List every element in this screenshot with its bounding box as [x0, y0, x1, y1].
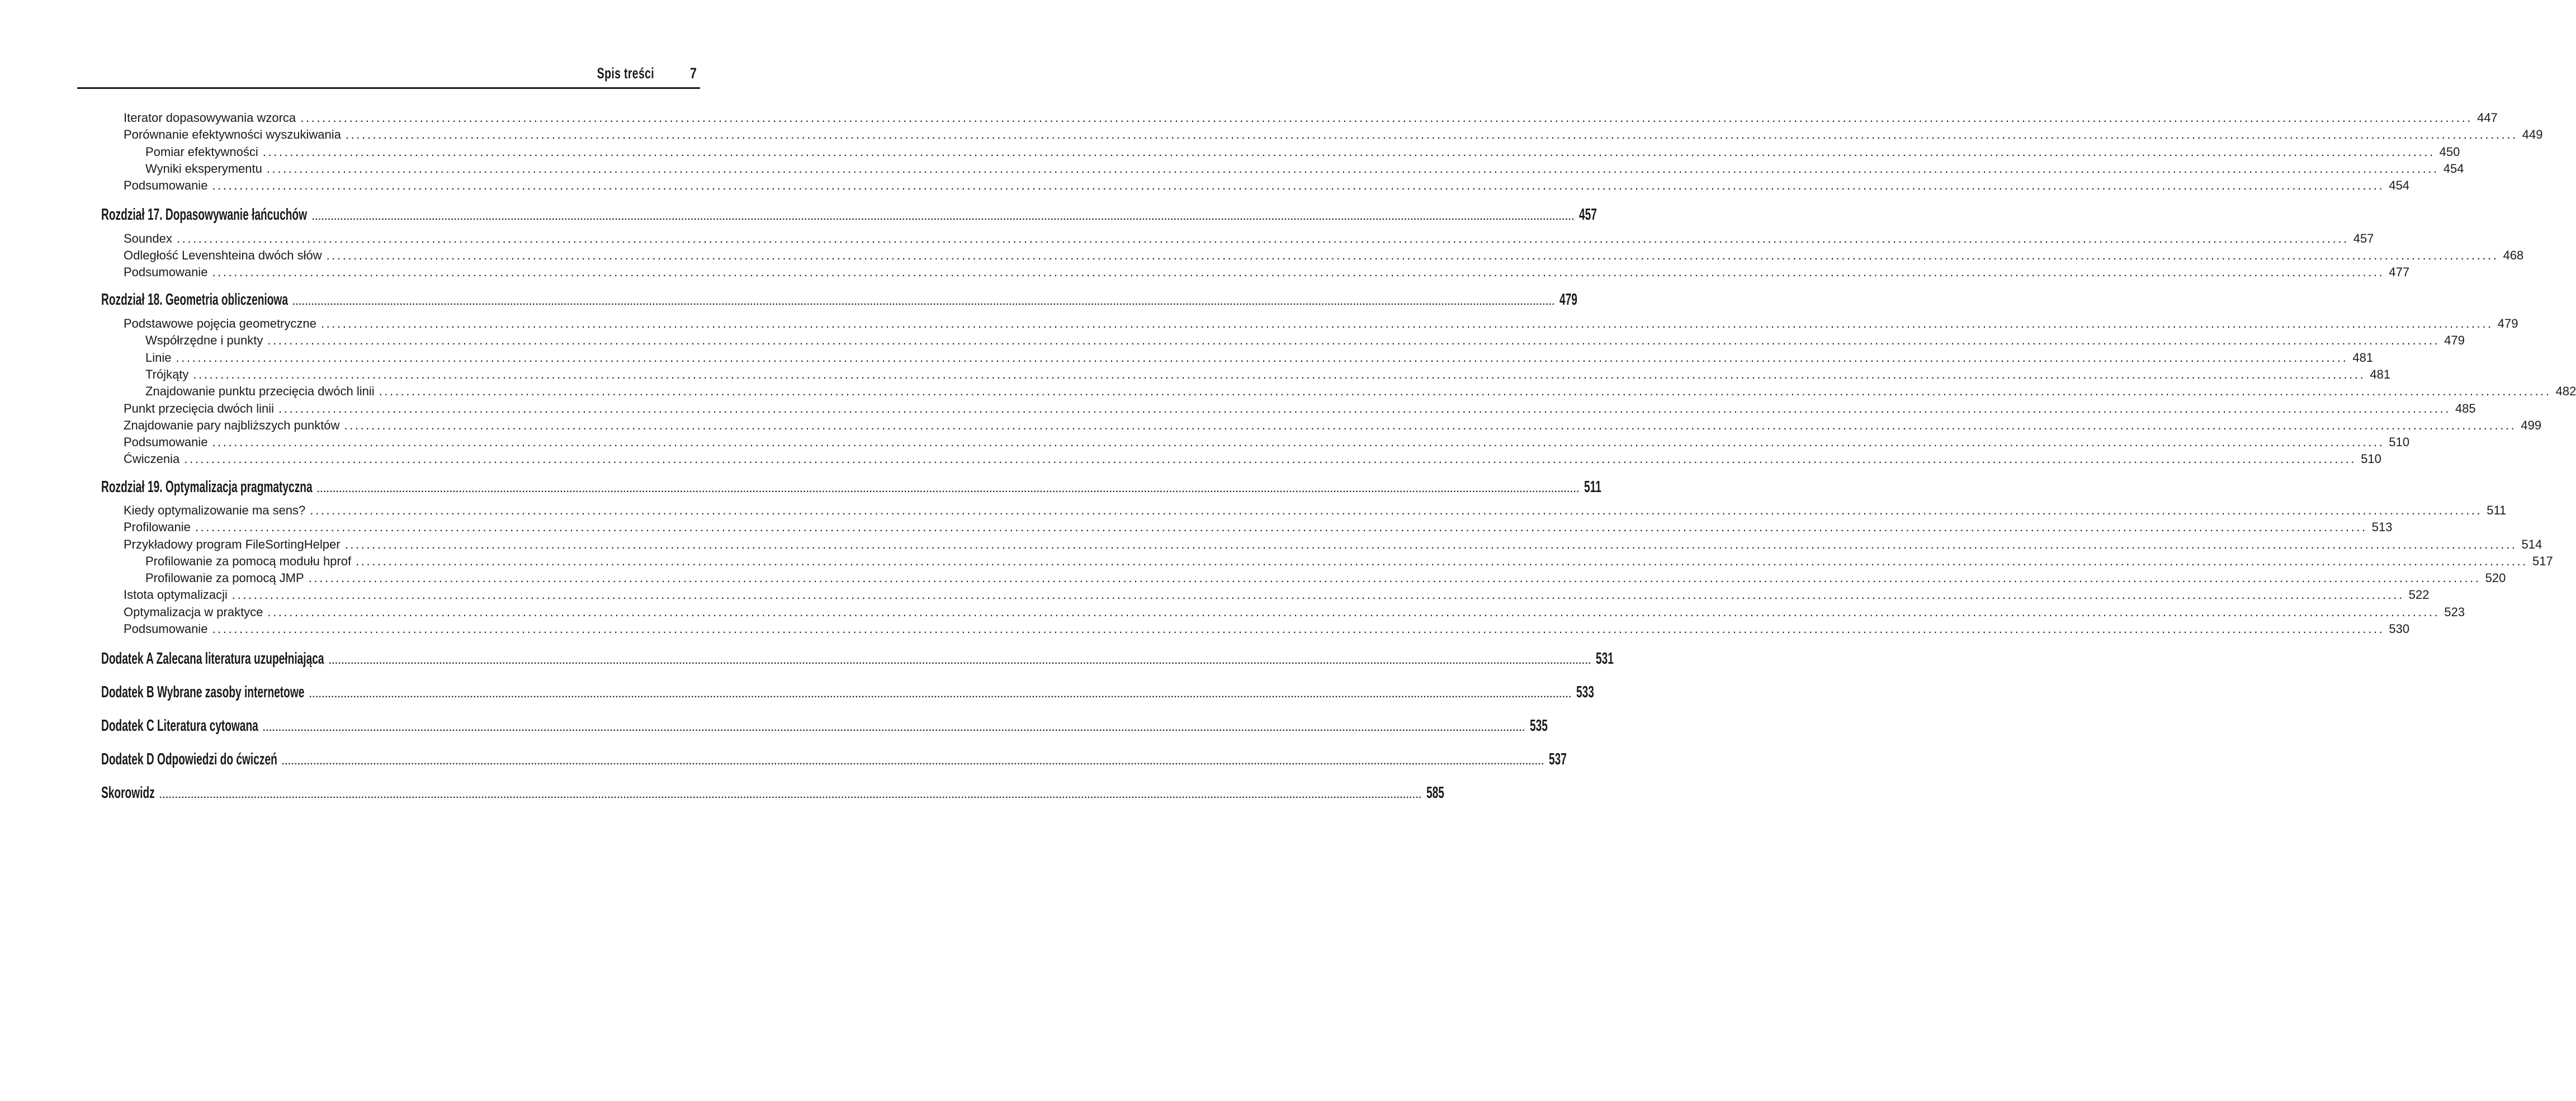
- dot-leader: ................................................................................................................................................................................................................................................................................................................................................................................................................: [195, 520, 2367, 534]
- page-number: 514: [2521, 537, 2542, 551]
- chapter-title: Dodatek C Literatura cytowana: [101, 717, 258, 735]
- chapter-title: Skorowidz: [101, 784, 155, 802]
- dot-leader: ................................................................................................................................................................................................................................................................................................................................................................................................................: [308, 571, 2481, 585]
- entry-title: Kiedy optymalizowanie ma sens?: [124, 503, 306, 517]
- dot-leader: ................................................................................................................................................................................................................................................................................................................................................................................................................: [267, 605, 2440, 619]
- toc-entry-row: [124, 110, 2498, 126]
- toc-entry-row: [124, 417, 2542, 434]
- dot-leader: ................................................................................................................................................................................................................................................................................................................................................................................................................: [278, 401, 2451, 415]
- dot-leader: ................................................................................................................................................................................................................................................................................................................................................................................................................: [262, 145, 2435, 159]
- entry-title: Iterator dopasowywania wzorca: [124, 111, 296, 125]
- entry-title: Ćwiczenia: [124, 452, 180, 466]
- entry-title: Znajdowanie punktu przecięcia dwóch linii: [145, 384, 375, 398]
- page-number: 523: [2444, 605, 2465, 619]
- dot-leader: ................................................................................................................................................................................................................................................................................................................................................................................................................: [344, 537, 2517, 551]
- entry-title: Podsumowanie: [124, 622, 208, 636]
- toc-chapter-row: [101, 749, 1567, 769]
- toc-entry-row: [124, 502, 2507, 519]
- entry-title: Podsumowanie: [124, 435, 208, 449]
- dot-leader: ................................................................................................................................................................................................................................................................................................................................................................................................................: [356, 554, 2528, 568]
- dot-leader: ................................................................................................................................................................................................................................................................................................................................................................................................................: [312, 212, 1575, 222]
- toc-entry-row: [124, 519, 2393, 536]
- dot-leader: ................................................................................................................................................................................................................................................................................................................................................................................................................: [309, 690, 1572, 700]
- toc-entry-row: [124, 434, 2410, 451]
- dot-leader: ................................................................................................................................................................................................................................................................................................................................................................................................................: [267, 333, 2440, 347]
- toc-entry-row: [124, 126, 2543, 143]
- entry-title: Profilowanie: [124, 520, 191, 534]
- header-page-number: 7: [689, 65, 697, 82]
- page-number: 510: [2361, 452, 2381, 466]
- toc-entry-row: [145, 144, 2460, 160]
- chapter-title: Rozdział 17. Dopasowywanie łańcuchów: [101, 206, 308, 224]
- dot-leader: ................................................................................................................................................................................................................................................................................................................................................................................................................: [326, 248, 2499, 262]
- entry-title: Współrzędne i punkty: [145, 333, 263, 347]
- page-number: 481: [2370, 367, 2391, 381]
- page-number: 457: [2353, 231, 2374, 245]
- toc-chapter-row: [101, 783, 1445, 803]
- dot-leader: ................................................................................................................................................................................................................................................................................................................................................................................................................: [300, 111, 2473, 125]
- dot-leader: ................................................................................................................................................................................................................................................................................................................................................................................................................: [317, 485, 1580, 494]
- toc-entry-row: [124, 536, 2542, 553]
- toc-entry-row: [145, 383, 2576, 400]
- dot-leader: ................................................................................................................................................................................................................................................................................................................................................................................................................: [266, 162, 2439, 176]
- chapter-title: Rozdział 19. Optymalizacja pragmatyczna: [101, 478, 313, 496]
- entry-title: Znajdowanie pary najbliższych punktów: [124, 418, 340, 432]
- page-number: 530: [2389, 622, 2410, 636]
- toc-chapter-row: [101, 649, 1614, 669]
- toc-entry-row: [124, 177, 2410, 194]
- toc-entry-row: [124, 315, 2518, 332]
- dot-leader: ................................................................................................................................................................................................................................................................................................................................................................................................................: [212, 178, 2385, 192]
- toc-entry-row: [145, 366, 2391, 383]
- toc-entry-row: [124, 451, 2381, 467]
- page-number: 479: [2444, 333, 2465, 347]
- dot-leader: ................................................................................................................................................................................................................................................................................................................................................................................................................: [193, 367, 2366, 381]
- toc-entry-row: [145, 332, 2465, 349]
- page-number: 468: [2503, 248, 2524, 262]
- toc-entry-row: [124, 400, 2476, 417]
- page-number: 585: [1426, 784, 1445, 802]
- entry-title: Wyniki eksperymentu: [145, 162, 262, 176]
- page-number: 450: [2439, 145, 2460, 159]
- toc-chapter-row: [101, 290, 1578, 310]
- page-number: 482: [2555, 384, 2576, 398]
- header-title: Spis treści: [597, 65, 654, 82]
- entry-title: Optymalizacja w praktyce: [124, 605, 263, 619]
- dot-leader: ................................................................................................................................................................................................................................................................................................................................................................................................................: [212, 435, 2385, 449]
- toc-entry-row: [124, 587, 2430, 603]
- page-number: 457: [1579, 206, 1597, 224]
- entry-title: Podsumowanie: [124, 178, 208, 192]
- entry-title: Soundex: [124, 231, 172, 245]
- toc-chapter-row: [101, 682, 1595, 702]
- toc-entry-row: [124, 230, 2374, 247]
- page-number: 481: [2352, 351, 2374, 365]
- page-number: 479: [1559, 291, 1578, 309]
- toc-entry-row: [124, 621, 2410, 637]
- dot-leader: ................................................................................................................................................................................................................................................................................................................................................................................................................: [159, 791, 1422, 800]
- page-number: 513: [2371, 520, 2393, 534]
- toc-entry-row: [145, 160, 2464, 177]
- toc-entry-row: [124, 247, 2524, 264]
- dot-leader: ................................................................................................................................................................................................................................................................................................................................................................................................................: [176, 351, 2348, 365]
- toc-chapter-row: [101, 716, 1548, 736]
- page-number: 510: [2389, 435, 2410, 449]
- page-number: 454: [2443, 162, 2464, 176]
- page-number: 485: [2455, 401, 2476, 415]
- entry-title: Trójkąty: [145, 367, 189, 381]
- page-number: 511: [2487, 503, 2507, 517]
- entry-title: Pomiar efektywności: [145, 145, 258, 159]
- dot-leader: ................................................................................................................................................................................................................................................................................................................................................................................................................: [344, 418, 2517, 432]
- entry-title: Linie: [145, 351, 172, 365]
- entry-title: Odległość Levenshteina dwóch słów: [124, 248, 322, 262]
- page-number: 449: [2522, 127, 2543, 141]
- page-number: 454: [2389, 178, 2410, 192]
- chapter-title: Dodatek A Zalecana literatura uzupełniająca: [101, 650, 324, 668]
- toc-entry-row: [124, 604, 2465, 621]
- page-number: 447: [2477, 111, 2498, 125]
- toc-entry-row: [145, 349, 2374, 366]
- chapter-title: Dodatek D Odpowiedzi do ćwiczeń: [101, 750, 277, 768]
- page-number: 531: [1596, 650, 1614, 668]
- dot-leader: ................................................................................................................................................................................................................................................................................................................................................................................................................: [292, 297, 1556, 307]
- entry-title: Podsumowanie: [124, 265, 208, 279]
- page-number: 511: [1584, 478, 1602, 496]
- toc-entry-row: [145, 553, 2553, 570]
- dot-leader: ................................................................................................................................................................................................................................................................................................................................................................................................................: [329, 656, 1592, 666]
- dot-leader: ................................................................................................................................................................................................................................................................................................................................................................................................................: [320, 316, 2493, 330]
- chapter-title: Rozdział 18. Geometria obliczeniowa: [101, 291, 288, 309]
- page-number: 533: [1576, 683, 1595, 701]
- chapter-title: Dodatek B Wybrane zasoby internetowe: [101, 683, 305, 701]
- toc-chapter-row: [101, 205, 1597, 225]
- page-number: 535: [1530, 717, 1548, 735]
- toc-chapter-row: [101, 477, 1602, 497]
- dot-leader: ................................................................................................................................................................................................................................................................................................................................................................................................................: [310, 503, 2483, 517]
- dot-leader: ................................................................................................................................................................................................................................................................................................................................................................................................................: [282, 757, 1545, 767]
- page-number: 477: [2389, 265, 2410, 279]
- dot-leader: ................................................................................................................................................................................................................................................................................................................................................................................................................: [212, 622, 2385, 636]
- dot-leader: ................................................................................................................................................................................................................................................................................................................................................................................................................: [263, 724, 1526, 733]
- entry-title: Istota optymalizacji: [124, 588, 228, 602]
- dot-leader: ................................................................................................................................................................................................................................................................................................................................................................................................................: [379, 384, 2551, 398]
- page-number: 517: [2532, 554, 2553, 568]
- dot-leader: ................................................................................................................................................................................................................................................................................................................................................................................................................: [345, 127, 2518, 141]
- entry-title: Profilowanie za pomocą modułu hprof: [145, 554, 352, 568]
- dot-leader: ................................................................................................................................................................................................................................................................................................................................................................................................................: [176, 231, 2349, 245]
- dot-leader: ................................................................................................................................................................................................................................................................................................................................................................................................................: [231, 588, 2404, 602]
- entry-title: Punkt przecięcia dwóch linii: [124, 401, 275, 415]
- page-number: 499: [2521, 418, 2542, 432]
- entry-title: Profilowanie za pomocą JMP: [145, 571, 304, 585]
- dot-leader: ................................................................................................................................................................................................................................................................................................................................................................................................................: [212, 265, 2385, 279]
- entry-title: Porównanie efektywności wyszukiwania: [124, 127, 341, 141]
- page-number: 479: [2497, 316, 2518, 330]
- page-number: 522: [2408, 588, 2430, 602]
- entry-title: Podstawowe pojęcia geometryczne: [124, 316, 316, 330]
- page-number: 537: [1549, 750, 1567, 768]
- toc-entry-row: [124, 264, 2410, 281]
- dot-leader: ................................................................................................................................................................................................................................................................................................................................................................................................................: [184, 452, 2357, 466]
- entry-title: Przykładowy program FileSortingHelper: [124, 537, 341, 551]
- page-number: 520: [2485, 571, 2506, 585]
- toc-entry-row: [145, 570, 2506, 587]
